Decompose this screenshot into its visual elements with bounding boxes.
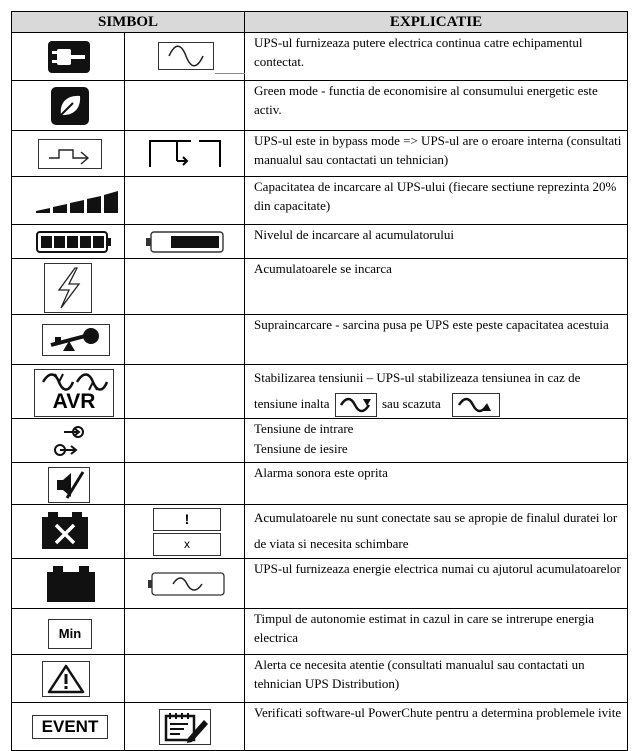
output-voltage-text: Tensiune de iesire	[254, 441, 348, 456]
load-capacity-icon	[34, 185, 122, 215]
notepad-edit-icon	[159, 709, 211, 745]
alert-mark: !	[184, 511, 190, 527]
table-row	[12, 655, 628, 703]
min-label: Min	[58, 626, 82, 641]
table-row	[12, 463, 628, 505]
avr-text-mid: sau scazuta	[381, 396, 441, 411]
battery-full-icon	[36, 230, 112, 254]
event-label: EVENT	[41, 717, 99, 736]
avr-low-icon	[452, 393, 500, 417]
warning-icon	[42, 661, 90, 697]
lightning-charging-icon	[44, 263, 92, 313]
header-symbol: SIMBOL	[12, 12, 245, 33]
table-row	[12, 703, 628, 751]
sine-wave-icon	[158, 42, 214, 70]
table-row	[12, 33, 628, 81]
divider-line	[215, 73, 245, 74]
explanation-text: Green mode - functia de economisire al consumului energetic este activ.	[245, 81, 628, 131]
table-row	[12, 559, 628, 609]
leaf-icon	[51, 87, 89, 125]
table-row	[12, 315, 628, 365]
plug-icon	[48, 41, 90, 73]
table-row	[12, 177, 628, 225]
table-row	[12, 259, 628, 315]
explanation-text: Acumulatoarele se incarca	[245, 259, 628, 315]
avr-icon	[34, 369, 114, 417]
bypass-arrow-icon	[38, 139, 102, 169]
table-row	[12, 81, 628, 131]
speaker-muted-icon	[48, 467, 90, 503]
table-row	[12, 609, 628, 655]
table-row	[12, 131, 628, 177]
table-row	[12, 505, 628, 559]
table-row	[12, 419, 628, 463]
table-row	[12, 225, 628, 259]
explanation-text: UPS-ul este in bypass mode => UPS-ul are o eroare interna (consultati manualul sau contactati un tehnician)	[245, 131, 628, 177]
battery-cross-icon	[153, 533, 221, 556]
explanation-text: Supraincarcare - sarcina pusa pe UPS este peste capacitatea acestuia	[245, 315, 628, 365]
voltage-in-out-icon	[50, 423, 90, 459]
avr-label: AVR	[52, 390, 96, 413]
explanation-text: Capacitatea de incarcare al UPS-ului (fiecare sectiune reprezinta 20% din capacitate)	[245, 177, 628, 225]
explanation-text: Verificati software-ul PowerChute pentru a determina problemele ivite	[245, 703, 628, 751]
table-row	[12, 365, 628, 419]
explanation-text: Acumulatoarele nu sunt conectate sau se apropie de finalul duratei lor de viata si necesita schimbare	[245, 505, 628, 559]
runtime-min-icon	[48, 619, 92, 649]
explanation-text: Timpul de autonomie estimat in cazul in care se intrerupe energia electrica	[245, 609, 628, 655]
battery-mode-icon	[45, 564, 97, 604]
cross-mark: x	[184, 537, 190, 551]
table-header-row	[12, 12, 628, 33]
header-explanation: EXPLICATIE	[245, 12, 628, 33]
explanation-text: UPS-ul furnizeaza energie electrica numai cu ajutorul acumulatoarelor	[245, 559, 628, 609]
battery-sine-icon	[147, 571, 227, 597]
explanation-text: Alarma sonora este oprita	[245, 463, 628, 505]
battery-alert-icon	[153, 508, 221, 531]
symbol-table	[11, 11, 628, 751]
avr-text: Stabilizarea tensiunii – UPS-ul stabilizeaza tensiunea in caz de tensiune inalta	[254, 370, 581, 411]
overload-icon	[42, 324, 110, 356]
explanation-text: UPS-ul furnizeaza putere electrica continua catre echipamentul contectat.	[245, 33, 628, 81]
explanation-text: Nivelul de incarcare al acumulatorului	[245, 225, 628, 259]
battery-level-icon	[145, 230, 225, 254]
explanation-text	[245, 419, 628, 463]
battery-missing-icon	[40, 511, 90, 551]
avr-high-icon	[335, 393, 377, 417]
event-icon	[32, 715, 108, 739]
explanation-text	[245, 365, 628, 419]
input-voltage-text: Tensiune de intrare	[254, 421, 354, 436]
bypass-path-icon	[147, 137, 223, 171]
explanation-text: Alerta ce necesita atentie (consultati manualul sau contactati un tehnician UPS Distribution)	[245, 655, 628, 703]
